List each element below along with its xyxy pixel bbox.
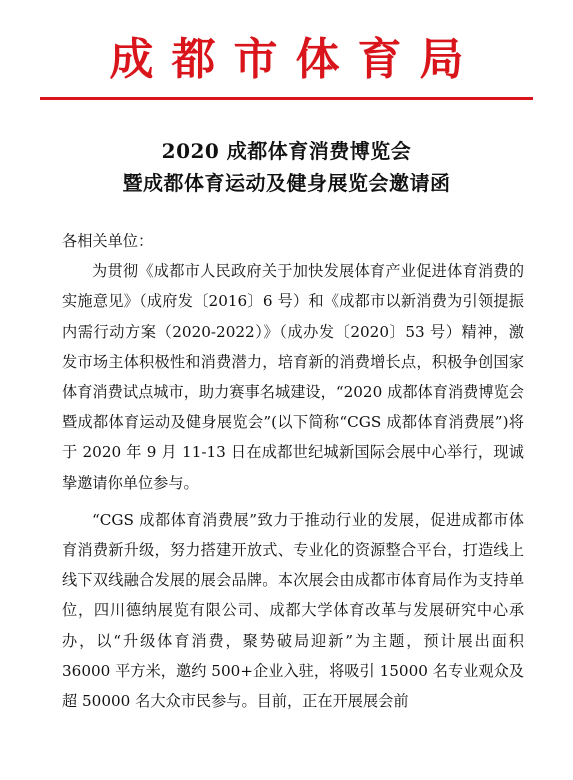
document-title-line-1: 2020 成都体育消费博览会 — [161, 139, 412, 163]
body-paragraph-1: 为贯彻《成都市人民政府关于加快发展体育产业促进体育消费的实施意见》（成府发〔2016〕6 号）和《成都市以新消费为引领提振内需行动方案（2020-2022）》（成办发〔2020〕53 号）精神，激发市场主体积极性和消费潜力，培育新的消费增长点，积极争创国家体育消费试点城市，助力赛事名城建设，“2020 成都体育消费博览会暨成都体育运动及健身展览会”(以下简称“CGS 成都体育消费展”)将于 2020 年 9 月 11-13 日在成都世纪城新国际会展中心举行，现诚挚邀请你单位参与。 — [62, 262, 524, 492]
letterhead-org-name: 成都市体育局 — [109, 34, 482, 85]
salutation: 各相关单位： — [62, 232, 154, 250]
letter-body — [62, 226, 524, 716]
body-paragraph-2: “CGS 成都体育消费展”致力于推动行业的发展，促进成都市体育消费新升级，努力搭建开放式、专业化的资源整合平台，打造线上线下双线融合发展的展会品牌。本次展会由成都市体育局作为支持单位，四川德纳展览有限公司、成都大学体育改革与发展研究中心承办，以“升级体育消费，聚势破局迎新”为主题，预计展出面积 36000 平方米，邀约 500+企业入驻，将吸引 15000 名专业观众及超 50000 名大众市民参与。目前，正在开展展会前 — [62, 510, 524, 711]
letterhead-divider — [40, 97, 533, 100]
document-title-line-2: 暨成都体育运动及健身展览会邀请函 — [122, 171, 451, 195]
